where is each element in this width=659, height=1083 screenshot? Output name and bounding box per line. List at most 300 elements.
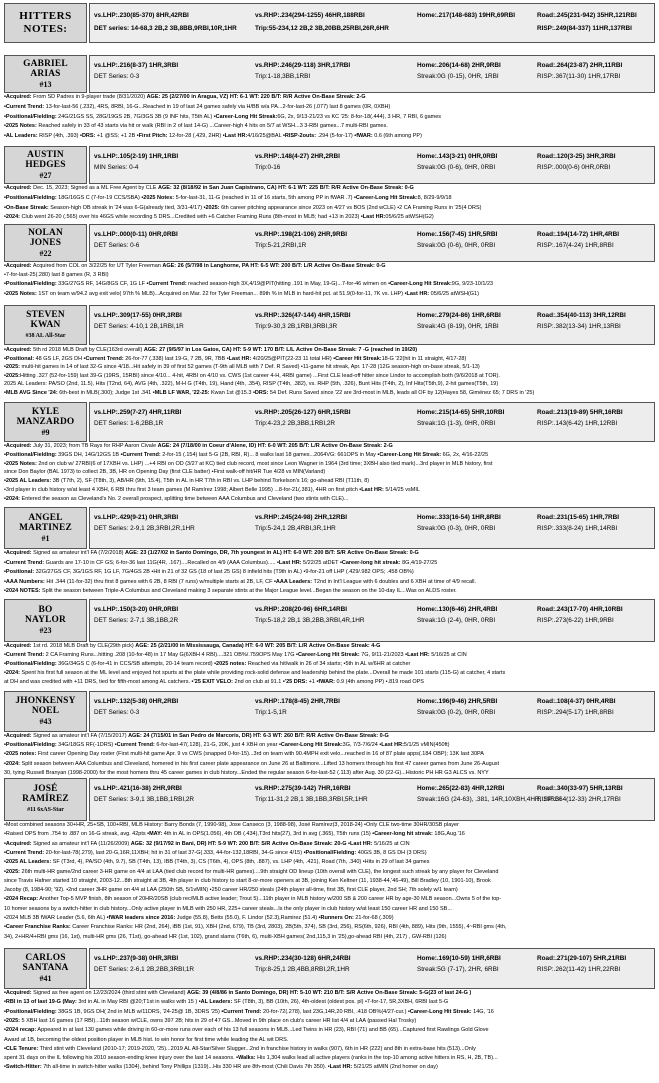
note-key: •Last HR: [348,840,373,847]
note-key: WT: 260 [272,733,294,739]
team-risp: RISP:.249(84-337) 11HR,137RBI [537,25,632,32]
kwan-stat-5: Trip:9-30,3 2B,1RBI,3RBI,3R [255,323,338,330]
note-key: •AAA Leaders: [274,578,313,585]
note-key: HT: 6-0 [283,550,302,556]
note-key: •fWAR leaders since 2016: [106,915,176,921]
naylor-stat-7: RISP:.273(6-22) 1HR,9RBI [537,617,614,624]
note-key: •Current Trend: [146,281,187,288]
manzardo-stat-6: Streak:1G (1-3), 0HR, 0RBI [417,420,496,427]
note-key: Active On-Base Streak: 4-G [308,643,381,649]
note-key: •Positional/Fielding: [4,194,57,201]
hedges-stat-3: Road:.120(3-25) 3HR,3RBI [537,153,616,160]
note-key: •Current Trend: [83,355,124,362]
martinez-stat-2: Home:.333(16-54) 1HR,8RBI [417,514,501,521]
note-key: •2024 recap: [4,1027,37,1034]
note-line-manzardo: •2025 AL Leaders: 3B (T7th, 2), SF (T8th, 3), AB/HR (9th, 15.4), T5th in AL in HR T7th in RBI vs. LHP behind Torkelson's 16; go-ahead RBI (T11th, 8) [4,478,370,485]
note-line-ramirez: •Career Franchise Ranks: Career Franchise Ranks: HR (2nd, 264), iBB (1st, 91), XBH (2nd, 679), TB (3rd, 2803), 2B(5th, 374), SB (3rd, 256), RS(6th, 926), RBI (4th, 889), Hits (9th, 1555), 4~RBI gms (4th, [4,924,507,931]
note-line-martinez: •2024 NOTES: Split the season between Triple-A Columbus and Cleveland making 3 separate stints at the Major League level...Began the season on the 10-day IL...Was on ALDS roster. [4,588,457,595]
note-line-manzardo: since Don Baylor (BAL 1973) to collect 2B, 3B, HR on Opening Day (first CLE batter) •First walk-off hit/HR Tue 4/28 vs MIN(Varland) [4,469,326,476]
ramirez-stat-4: DET Series: 3-9,1 3B,1BB,1RBI,2R [94,796,195,803]
note-key: •Switch-Hitter: [4,1064,42,1071]
note-key: •2025 Notes: [4,123,37,130]
note-line-martinez: •Positional: 32G/27GS CF, 3G/1GS RF, 1G LF, 7G/4GS 2B •Hit in 21 of 32 GS (18 of last 25 GS) 8 infield hits (T9th in AL) •9-for-21 off LHP (.429/.982 OPS; .458 OB%) [4,569,414,576]
note-key: •Acquired: [4,643,32,649]
naylor-stat-5: Trip:5-18,2 2B,1 3B,2BB,3RBI,4R,1HR [255,617,365,624]
kwan-stat-1: vs.RHP:.326(47-144) 4HR,15RBI [255,312,351,319]
hedges-stat-0: vs.LHP:.105(2-19) 1HR,1RBI [94,153,179,160]
note-line-ramirez: •Acquired: Signed as amateur int'l FA (11/26/2009) AGE: 32 (9/17/92 in Bani, DR) HT: 5-9 WT: 200 B/T: S/R Active On-Base Streak: 20-G •Last HR: 5/16/25 at CIN [4,840,410,847]
note-key: •DRS: [80,133,96,140]
player-splits-santana [89,948,655,989]
ramirez-stat-0: vs.LHP:.421(16-38) 2HR,9RBI [94,785,182,792]
note-key: HT: 5-10 [289,990,312,996]
manzardo-stat-4: DET Series: 1-6,2BB,1R [94,420,164,427]
player-name-noel [4,691,87,732]
note-key: •fWAR: [354,133,373,140]
noel-stat-6: Streak:0G (0-2), 0HR, 0RBI [417,709,496,716]
arias-stat-4: DET Series: 0-3 [94,73,140,80]
manzardo-stat-0: vs.LHP:.259(7-27) 4HR,11RBI [94,409,182,416]
note-key: Active On-Base Streak: 0-G [317,733,389,739]
note-key: •RBI in 13 of last 19-G (May: [4,999,77,1006]
note-key: •Last HR: [405,652,430,658]
note-line-naylor: •Positional/Fielding: 36G/34GS C (6-for-41 in CCS/SB attempts, 20-14 team record) •2025 notes: Reached via hit/walk in 26 of 34 starts; •5th in AL w/6HR at catcher [4,661,411,667]
note-key: •Last HR: [226,355,252,362]
note-key: •2024: [4,670,20,676]
note-line-ramirez: •2024 MLB 3B fWAR Leader (5.6, 6th AL) •fWAR leaders since 2016: Judge (55.8), Betts (55.0), F. Lindor (52.3),Ramirez (51.4) •Runners On: 21-for-68 (.309) [4,915,394,921]
note-line-santana: •Positional/Fielding: 38GS 1B, 9GS DH( 2nd in MLB w/11DRS, '24-25@ 1B, 3DRS '25) •Current Trend: 20-for-72(.278), last 23G,14R,20 RBI, .418 OB%(4/27-cur.) •Career-Long Hit Streak: 14G, '16 [4,1008,494,1015]
note-key: B/T: L/R [299,443,320,449]
player-name-jones [4,224,87,262]
note-key: •MAY: [147,831,163,838]
note-line-arias: •2025 Notes: Reached safely in 33 of 43 starts via hit or walk (RBI in 2 of last 14-G) ...Career-high 4 hits on 5/7 at WSH...3 3-RBI games...7 multi-RBI games. [4,123,388,130]
note-key: B/T: S/R [249,840,271,847]
manzardo-stat-5: Trip:4-23,2 2B,3BB,1RBI,2R [255,420,336,427]
kwan-stat-3: Road:.354(40-113) 3HR,12RBI [537,312,626,319]
kwan-stat-2: Home:.279(24-86) 1HR,6RBI [417,312,501,319]
jones-stat-5: Trip:5-21,2RBI,1R [255,242,307,249]
player-name-line: RAMÍREZ [22,794,69,804]
ramirez-stat-3: Road:.340(33-97) 5HR,13RBI [537,785,623,792]
hedges-stat-1: vs.RHP:.148(4-27) 2HR,2RBI [255,153,340,160]
note-line-kwan: •2025:Hitting .327 (52-for-159) last 39-G (19RS, 15RBI) since 4/10... 4-hit, 4RBI on 4/10 vs. CWS (1st career 4-H, 4RBI game) ...First CLE lead-off hitter since Lindor to accomplish both (9/6/2018 at TOR). [4,372,500,379]
note-key: •Last HR: [404,290,430,297]
ramirez-stat-7: RISP:.364(12-33) 2HR,17RBI [537,796,621,803]
player-name-line: HEDGES [25,159,66,170]
noel-stat-5: Trip:1-5,1R [255,709,287,716]
note-key: •'25 DRS: [282,679,308,685]
jones-stat-3: Road:.194(14-72) 1HR,4RBI [537,231,620,238]
arias-stat-7: RISP:.367(11-30) 1HR,17RBI [537,73,621,80]
player-name-manzardo [4,402,87,442]
note-key: •2025: [203,204,220,211]
note-key: WT: 225 [297,185,319,191]
note-key: •Positional/Fielding: [4,742,57,749]
note-line-jones: •7-for-last-25(.280) last 8 games (R, 3 RBI) [4,272,109,279]
kwan-stat-6: Streak:4G (8-19), 0HR, 1RBI [417,323,499,330]
noel-stat-4: DET Series: 0-3 [94,709,140,716]
note-key: •Acquired: [4,94,32,100]
noel-stat-0: vs.LHP:.132(5-38) 0HR,2RBI [94,698,179,705]
note-key: •DRS: [252,390,269,396]
note-key: •2025 notes: [214,661,247,667]
note-key: •Acquired: [4,550,32,556]
note-line-santana: •CLE Tenure: Third stint with Cleveland (2010-17; 2019-2020, '25)...2019 AL All-Star/Silver Slugger...2nd in franchise history in walks (907), 6th in HR (222) and 8th in extra-base hits (513)...Only [4,1045,476,1052]
note-key: AGE: 32 (8/18/92 in San Juan Capistrano, CA) [157,185,279,191]
note-key: •Career-long hit streak: [372,831,433,838]
jones-stat-2: Home:.156(7-45) 1HR,5RBI [417,231,498,238]
note-key: WT: 170 [252,347,274,353]
hedges-stat-6: Streak:0G (0-6), 0HR, 0RBI [417,164,496,171]
note-line-naylor: at DH and was credited with +11 DRS, tied for fifth-most among AL catchers. •'25 EXIT VELO: 2nd on club at 91.1 •'25 DRS: +1 •fWAR: 0.9 (4th among PP) •.819 road OPS [4,679,424,685]
kwan-stat-7: RISP:.382(13-34) 1HR,13RBI [537,323,621,330]
note-key: HT: 6-1 [229,94,248,100]
player-name-line: JOSÉ [33,784,58,794]
note-key: •AL Leaders: [4,133,38,140]
note-key: •fWAR: [316,679,335,685]
player-number: #38 AL All-Star [25,332,66,339]
player-name-line: JONES [29,237,62,248]
note-key: •Last HR: [379,742,404,749]
hedges-stat-2: Home:.143(3-21) 0HR,0RBI [417,153,498,160]
note-key: •AAA Numbers: [4,578,45,585]
player-name-ramirez [4,778,87,821]
note-line-ramirez: since Travis Hafner started 10 straight, 2003-12...8th straight at 3B, 4th player in club history to start 8-or-more openers at 3B, joining Ken Keltner (11, 1938-44,'46-49), Bill Bradley (10, 1901-10), Brook [4,877,491,884]
arias-stat-1: vs.RHP:.246(29-118) 3HR,17RBI [255,62,351,69]
noel-stat-1: vs.RHP:.178(8-45) 2HR,7RBI [255,698,340,705]
player-name-line: JHONKENSY [15,696,76,706]
note-key: HT: 5-9 [233,347,252,353]
note-line-noel: •2024: Split season between AAA Columbus and Cleveland, homered in his first career plate appearance on June 26 at Baltimore...Lifted 13 homers through his first 47 career games from June 26-August [4,760,500,767]
note-key: •Positional/Fielding: [4,451,57,458]
player-number: #1 [41,533,50,543]
player-splits-manzardo [89,402,655,442]
naylor-stat-0: vs.LHP:.150(3-20) 0HR,0RBI [94,606,179,613]
note-key: •Last HR: [359,487,384,493]
note-line-ramirez: •2024 Recap: Another Top-5 MVP finish, 8th season of 20HR/20SB (club rec/MLB active leader; Trout 5)...11th player in MLB history w/200 SB & 200 career HR by age-30 MLB season...Owns 5 of the top- [4,896,502,903]
note-key: AGE: 24 (7/15/01 in San Pedro de Marcoris, DR) [128,733,254,739]
note-key: WT: 200 [227,840,249,847]
note-line-jones: •2025 Notes: 1ST on team w/94.2 avg exit velo( 97th % MLB)...Acquired on Mar. 22 for Tyler Freeman... 89th % in MLB in hard-hit pct. at 51.9(0-for-11, 7K vs. LHP) •Last HR: 05/6/25 atWSH(G1) [4,290,479,297]
note-line-manzardo: •2025 Notes: 2nd on club w/ 27RBI(6 of 17XBH vs. LHP) ...+4 RBI on OD (3/27 at KC) tied club record, most since Leon Wagner in 1964 (3rd time; 3XBH also tied mark)...3rd player in MLB history, first [4,460,493,467]
note-key: •Walks: [236,1055,256,1062]
note-line-hedges: •Acquired: Dec. 15, 2023; Signed as a ML Free Agent by CLE AGE: 32 (8/18/92 in San Juan Capistrano, CA) HT: 6-1 WT: 225 B/T: R/R Active On-Base Streak: 0-G [4,185,414,191]
note-key: B/T: L/L [274,347,295,353]
hedges-stat-5: Trip:0-16 [255,164,281,171]
manzardo-stat-7: RISP:.143(6-42) 1HR,12RBI [537,420,618,427]
note-key: •2024 NOTES: [4,588,41,595]
note-line-kwan: •Positional: 48 GS LF, 2GS DH •Current Trend: 26-for-77 (.338) last 19-G, 7 2B, 9R, 7BB •Last HR: 4/20/25@PIT(22-23 11 total HR) •Career Hit Streak:18-G '22(hit in 11 straight, 4/17-28) [4,355,467,362]
note-key: AGE: 39 (4/8/86 in Santo Domingo, DR) [186,990,290,996]
note-line-santana: •Acquired: Signed as free agent on 12/23/2024 (third stint with Cleveland) AGE: 39 (4/8/86 in Santo Domingo, DR) HT: 5-10 WT: 210 B/T: S/R Active On-Base Streak: 5-G(23 of last 24-G ) [4,990,472,996]
note-key: •2024 Recap: [4,896,39,903]
arias-stat-0: vs.LHP:.216(8-37) 1HR,3RBI [94,62,179,69]
note-key: •2025: [4,868,20,875]
martinez-stat-5: Trip:5-24,1 2B,4RBI,3R,1HR [255,525,336,532]
manzardo-stat-3: Road:.213(19-89) 5HR,16RBI [537,409,623,416]
notes-title: HITTERS NOTES: [4,3,87,43]
note-key: •2025: [4,1017,20,1024]
note-key: •Last HR: [222,133,248,140]
player-name-naylor [4,599,87,642]
jones-stat-0: vs.LHP:.000(0-11) 0HR,0RBI [94,231,178,238]
player-number: #23 [39,626,52,635]
note-key: •Career-Long Hit Streak: [377,451,442,458]
note-line-santana: Award at 1B, becoming the oldest position player in MLB hist. to win honor for first time while leading the AL wit DRS. [4,1036,289,1043]
note-key: AGE: 24 (7/18/00 in Coeur d'Alene, ID) [157,443,258,449]
note-line-naylor: •2024: Spent his first full season at the ML level and enjoyed hot spurts at the plate while providing rock-solid defense and leadership behind the plate...Overall he made 101 starts (115-G) at catcher, 4 starts [4,670,506,676]
player-name-line: NOLAN [28,227,63,238]
team-road: Road:.245(231-942) 35HR,121RBI [537,12,637,19]
note-line-manzardo: •3rd player in club history w/at least 4 XBH, 6 RBI thru first 3 team games (M Ramírez 1998; Albert Belle 1995) ...8-for-21(.381), 4HR on first pitch •Last HR: 5/14/25 vsMIL [4,487,420,493]
note-key: AGE: 32 (9/17/92 in Bani, DR) [130,840,209,847]
kwan-stat-4: DET Series: 4-10,1 2B,1RBI,1R [94,323,184,330]
santana-stat-5: Trip:8-25,1 2B,4BB,8RBI,2R,1HR [255,966,350,973]
santana-stat-4: DET Series: 2-6,1 2B,2BB,3RBI,1R [94,966,195,973]
note-line-ramirez: •Raised OPS from .754 to .887 on 16-G streak, avg. 42pts •MAY: 4th in AL in OPS(1.056), 4th OB (.434),T3rd hits(27), 3rd in avg (.365), T5th runs (15) •Career-long hit streak: 18G,Aug.'16 [4,831,465,838]
note-key: •2025 Notes: [141,194,175,201]
note-line-martinez: •Acquired: Signed as amateur int'l FA (7/2/2018) AGE: 23 (1/27/02 in Santo Domingo, DR, 7th youngest in AL) HT: 6-0 WT: 200 B/T: S/R Active On-Base Streak: 0-G [4,550,419,556]
note-key: •Last HR: [327,1064,353,1071]
player-name-line: CARLOS [25,953,66,963]
note-key: •2025 Notes: [4,460,37,467]
note-key: •Career-Long Hit Streak: [388,281,452,288]
team-vs-lhp: vs.LHP:.230(85-370) 8HR,42RBI [94,12,189,19]
jones-stat-7: RISP:.167(4-24) 1HR,8RBI [537,242,614,249]
player-splits-ramirez [89,778,655,821]
hitters-notes-sheet [4,3,655,1077]
kwan-stat-0: vs.LHP:.309(17-55) 0HR,3RBI [94,312,182,319]
note-line-noel: •2025 notes: First career Opening Day roster (First multi-hit game Apr. 9 vs CWS (snapped 0-for-15)...3rd on team with 90.4MPH exit velo...reached in 16 of 87 plate apps(.184 OBP); 13K last 30PA [4,751,484,758]
manzardo-stat-2: Home:.215(14-65) 5HR,10RBI [417,409,505,416]
player-name-line: SANTANA [22,963,69,973]
note-key: B/T: L/R [291,263,313,269]
note-key: •2025 AL Leaders: [4,478,52,485]
team-vs-rhp: vs.RHP:.234(294-1255) 46HR,188RBI [255,12,365,19]
note-line-martinez: •AAA Numbers: Hit .344 (11-for-32) thru first 8 games with 6 2B, 8 RBI (7 runs) w/multiple starts at 2B, LF, CF •AAA Leaders: T2nd in Int'l League with 6 doubles and 6 XBH at time of 4/9 recall. [4,578,477,585]
note-key: AGE: 25 (2/21/00 in Mississauga, Canada) [135,643,246,649]
arias-stat-3: Road:.264(23-87) 2HR,11RBI [537,62,623,69]
player-number: #27 [39,170,52,180]
martinez-stat-4: DET Series: 2-9,1 2B,3RBI,2R,1HR [94,525,195,532]
jones-stat-1: vs.RHP:.198(21-106) 2HR,9RBI [255,231,347,238]
note-line-kwan: •Acquired: 5th rd 2018 MLB Draft by CLE(163rd overall) AGE: 27 (9/5/97 in Los Gatos, CA) HT: 5-9 WT: 170 B/T: L/L Active On-Base Streak: 7 -G (reached in 19/20) [4,347,418,353]
hedges-stat-4: MIN Series: 0-4 [94,164,139,171]
note-key: AGE: 26 (5/7/98 in Langhorne, PA [162,263,251,269]
team-det: DET series: 14-68,3 2B,2 3B,8BB,9RBI,10R,1HR [94,25,237,32]
note-key: •Positional: [4,355,35,362]
player-name-hedges [4,146,87,184]
note-key: •2024: [4,214,20,221]
naylor-stat-3: Road:.243(17-70) 4HR,10RBI [537,606,623,613]
note-key: •On-Base Streak: [4,204,49,211]
note-key: •Positional: [4,569,35,576]
note-key: •Career-Long Hit Streak: [354,194,418,201]
note-key: •Last HR: [276,559,302,566]
note-key: Active On-Base Streak: 2-G [294,94,366,100]
santana-stat-1: vs.RHP:.234(30-128) 6HR,24RBI [255,955,351,962]
note-key: WT: 205 [277,443,298,449]
player-name-line: KYLE [31,406,60,417]
note-key: •Current Trend: [114,742,155,749]
note-line-kwan: •MLB AVG Since '24: 6th-best in MLB(.300); Judge 1st .341 •MLB LF WAR, '22-25: Kwan 1st @15.3 •DRS: 54 Def. Runs Saved since '22 are 3rd-most in MLB, leads all OF by 12(Hayes 58, Giménez 65; 7 DRS in '25) [4,390,535,396]
ramirez-stat-6: Streak:16G (24-63), .381, 14R,10XBH,4HR, 10RBI [417,796,561,803]
note-key: WT: 210 [312,990,334,996]
note-line-noel: 30, tying Russell Branyan (1998-2000) for the most homers thru 45 career games in club history...Ended the regular season 6-for-last-52 (.113) after Aug. 30 (22-G)...Historic PH HR G3 ALCS vs. NYY [4,769,489,776]
santana-stat-6: Streak:5G (7-17), 2HR, 6RBI [417,966,499,973]
note-line-arias: •AL Leaders: RISP (4th, .393) •DRS: +1 @SS; +1 2B •First Pitch: 12-for-28 (.429, 2HR) •Last HR:4/16/25@BAL •RISP-2outs: .294 (5-for-17) •fWAR: 0.6 (6th among PP) [4,133,422,140]
note-line-ramirez: •2025: 26th multi-HR game/2nd career 3-HR game on 4/4 at LAA (tied club record for multi-HR games)....9th straight OD lineup (10th overall with CLE), the longest such streak by any player for Cleveland [4,868,499,875]
note-key: Active On-Base Streak: 0-G [347,550,419,556]
note-line-santana: •2024 recap: Appeared in at last 130 games while driving in 60-or-more runs over each of his 13 full seasons in MLB...Led Twins in HR (23), RBI (71) and BB (65)...Captured first Rawlings Gold Glove [4,1027,489,1034]
player-name-line: GABRIEL [23,58,68,69]
arias-stat-5: Trip:1-18,3BB,1RBI [255,73,311,80]
note-key: •Acquired: [4,185,32,191]
team-home: Home:.217(148-683) 19HR,69RBI [417,12,516,19]
note-key: •Positional/Fielding: [4,113,57,120]
note-key: WT: 200 [302,550,324,556]
santana-stat-3: Road:.271(29-107) 5HR,21RBI [537,955,627,962]
player-name-line: BO [38,605,53,615]
note-line-arias: •Acquired: From SD Padres in 9-player trade (8/31/2020) AGE: 25 (2/27/00 in Aragua, VZ) HT: 6-1 WT: 220 B/T: R/R Active On-Base Streak: 2-G [4,94,366,100]
ramirez-stat-1: vs.RHP:.275(39-142) 7HR,16RBI [255,785,351,792]
note-key: •Career-long hit streak: [339,559,401,566]
note-line-ramirez: Jacoby (8, 1984-90; '92). •2nd career 3HR game on 4/4 at LAA (250th SB, 5/1vMIN) •250 career HR/250 steals (24th player all-time, first 3B, first CLE player, 2nd SH; 7th solely w/1 team) [4,887,458,894]
note-key: B/T: S/R [324,550,346,556]
naylor-stat-1: vs.RHP:.208(20-96) 6HR,14RBI [255,606,347,613]
note-key: •Positional/Fielding: [4,661,57,667]
note-key: HT: 6-0 [245,643,264,649]
note-key: Active On-Base Streak: 0-G [313,263,386,269]
note-key: •Positional/Fielding: [4,281,57,288]
player-name-santana [4,948,87,989]
note-line-santana: •Switch-Hitter: 7th all-time in switch-hitter walks (1304), behind Tony Phillips (1319)...His 330 HR are 8th-most (Chili Davis 7th 350). •Last HR: 5/21/25 atMIN (2nd homer on day) [4,1064,438,1071]
note-key: •2024: [4,760,20,767]
note-key: •Career Franchise Ranks: [4,924,71,931]
martinez-stat-6: Streak:0G (0-3), 0HR, 0RBI [417,525,496,532]
note-key: Active On-Base Streak: 0-G [342,185,414,191]
note-key: WT: 200 [269,263,291,269]
note-key: •RISP-2outs: [282,133,317,140]
santana-stat-0: vs.LHP:.237(9-38) 0HR,3RBI [94,955,179,962]
note-key: •Positional/Fielding: [303,849,357,856]
note-key: •Current Trend: [4,559,45,566]
santana-stat-7: RISP:.262(11-42) 1HR,22RBI [537,966,621,973]
note-line-ramirez: 34), 2+HR/4+RBI gms (16, 1st), multi-HR gms (26, T1st), go-ahead HR (1st, 102), grand slams (T6th, 6), multi-XBH games( 2nd,115,3 in '25),go-ahead RBI (4th, 217) , GW-RBI (126) [4,933,447,940]
naylor-stat-6: Streak:1G (2-4), 0HR, 0RBI [417,617,496,624]
note-key: •Acquired: [4,840,32,847]
note-key: •Career-Long Hit Streak: [407,1008,472,1015]
noel-stat-3: Road:.108(4-37) 0HR,4RBI [537,698,616,705]
note-key: •Current Trend: [4,652,45,658]
note-key: Active On-Base Streak: 20-G [271,840,349,847]
note-line-arias: •Positional/Fielding: 24G/21GS SS, 28G/19GS 2B, 7G/3GS 3B (9 INF hits, T5th AL) •Career-Long Hit Streak:6G, 2x, 9/13-21/23 vs KC '25: 8-for-18(.444), 3 HR, 7 RBI, 6 games [4,113,442,120]
note-key: HT: 5-9 [208,840,227,847]
noel-stat-2: Home:.196(9-46) 2HR,5RBI [417,698,498,705]
player-splits-kwan [89,305,655,345]
note-line-ramirez: •2025 AL Leaders: SF (T3rd, 4), PA/SO (4th, 9.7), SB (T4th, 13), IBB (T4th, 3), CS (T6th, 4), OPS (8th, .887), vs. LHP (4th, .421), Road (7th, .340) •Hits in 29 of last 34 games [4,859,430,866]
note-line-jones: •Positional/Fielding: 33G/27GS RF, 14G/8GS CF, 1G LF •Current Trend: reached season-high 3X,4/19@PIT(hitting .191 in May, 19-G)...7-for-46 w/men on •Career-Long Hit Streak:9G, 9/23-10/1/23 [4,281,494,288]
note-key: •2025 Notes: [4,290,37,297]
note-key: WT: 220 [249,94,270,100]
martinez-stat-7: RISP:.333(8-24) 1HR,14RBI [537,525,618,532]
note-key: •2024: [4,495,20,502]
note-line-ramirez: •Most combined seasons 30+HR, 25+SB, 100+RBI, MLB History: Barry Bonds (7, 1990-98), Jose Canseco (3, 1988-98), José Ramírez(3, 2018-24) •Only CLE two-time 30HR/30SB player [4,822,459,828]
ramirez-stat-5: Trip:11-31,2 2B,1 3B,1BB,3RBI,5R,1HR [255,796,368,803]
note-key: •Current Trend: [221,1008,262,1015]
player-name-martinez [4,507,87,549]
player-name-line: AUSTIN [27,149,64,160]
naylor-stat-2: Home:.130(6-46) 2HR,4RBI [417,606,498,613]
note-key: B/T: R/R [294,733,316,739]
note-key: HT: 6-1 [278,185,297,191]
arias-stat-6: Streak:0G (0-15), 0HR, 1RBI [417,73,499,80]
note-key: •Career-Long Hit Streak: [213,113,278,120]
player-number: #9 [41,427,50,437]
player-name-line: MANZARDO [16,416,75,427]
player-splits-naylor [89,599,655,642]
note-key: •AL Leaders: [198,999,233,1006]
note-line-ramirez: 10 homer seasons by a switch-hitter in club history...Only active player in MLB with 250 HR, 225+ career steals...Is the only player in club history w/at least 150 career HR and 150 SB... [4,905,452,912]
player-splits-jones [89,224,655,262]
player-name-arias [4,55,87,93]
note-key: •Current Trend: [120,451,161,458]
player-number: #11 6xAS-Star [27,807,64,813]
note-line-santana: •2025: 5 XBH last 16 games (17 RBI)...11th season w/CLE, owns 397 2B; hits in 29 of 47 GS...Moved in 9th place on club's career HR list 4/4 at LAA (passed Hal Trosky) [4,1017,417,1024]
note-line-hedges: •2024: Club went 26-20 (.565) over his 46GS while recording 5 DRS...Credited with +6 Catcher Framing Runs (8th-most in MLB; had +13 in 2023) •Last HR:05/6/25 atWSH(G2) [4,214,434,221]
note-key: HT: 6-0 [257,443,276,449]
note-key: •Acquired: [4,263,32,269]
team-trip: Trip:55-234,12 2B,2 3B,20BB,25RBI,26R,6HR [255,25,389,32]
noel-stat-7: RISP:.294(5-17) 1HR,8RBI [537,709,614,716]
note-key: B/T: R/R [319,185,341,191]
jones-stat-4: DET Series: 0-6 [94,242,140,249]
hedges-stat-7: RISP:.000(0-6) 0HR,0RBI [537,164,611,171]
note-key: •'25 EXIT VELO: [191,679,233,685]
martinez-stat-1: vs.RHP:.245(24-98) 2HR,12RBI [255,514,347,521]
note-key: AGE: 23 (1/27/02 in Santo Domingo, DR, 7th youngest in AL) [125,550,284,556]
note-key: •2025: [4,372,20,379]
note-line-manzardo: •2024: Entered the season as Cleveland's No. 2 overall prospect, splitting time between AAA Columbus and Cleveland (two stints with CLE)... [4,495,349,502]
note-key: AGE: 25 (2/27/00 in Aragua, VZ) [146,94,230,100]
note-key: •Career-Long Hit Streak: [296,652,360,658]
player-name-line: NAYLOR [25,615,66,625]
player-splits-noel [89,691,655,732]
note-line-naylor: •Current Trend: 2 CA Framing Runs...hitting .208 (10-for-48) in 17 May G(6XBH 4 RBI)....321 OB%/.759OPS May 17G •Career-Long Hit Streak: 7G, 9/11-21/2023 •Last HR: 5/16/25 at CIN [4,652,467,658]
note-key: •Positional/Fielding: [4,1008,57,1015]
martinez-stat-0: vs.LHP:.429(9-21) 0HR,3RBI [94,514,179,521]
player-name-line: ANGEL [28,512,63,523]
note-key: •Acquired: [4,443,32,449]
note-line-arias: •Current Trend: 13-for-last-56 (.232), 4RS, 8RBI, 16-G...Reached in 19 of last 24 games safely via H/BB w/a PA...2-for-last-26 (.077) last 8 games (0R, 0XBH) [4,103,391,110]
note-line-hedges: •Positional/Fielding: 18G/16GS C (7-for-19 CCS/SBA) •2025 Notes: 5-for-last-31, 11-G (reached in 11 of 16 starts, 5th among PP in fWAR .7) •Career-Long Hit Streak:8, 8/29-9/9/18 [4,194,452,201]
note-key: •CLE Tenure: [4,1045,39,1052]
note-key: •Career-Long Hit Streak: [278,742,343,749]
note-line-kwan: 2025 AL Leaders: PA/SO (2nd, 11.5), Hits (T2nd, 64), AVG (4th, .322), M-H G (T4th, 19), Hand (4th, .354), RISP (T4th, .382), vs. RHP (5th, .326), Bunt Hits (T4th, 2), Inf Hits(T5th,9), 2-hit games(T5th, 19) [4,381,499,388]
note-key: AGE: 27 (9/5/97 in Los Gatos, CA) [143,347,234,353]
note-line-manzardo: •Acquired: July 31, 2023; from TB Rays for RHP Aaron Civale AGE: 24 (7/18/00 in Coeur d'Alene, ID) HT: 6-0 WT: 205 B/T: L/R Active On-Base Streak: 2-G [4,443,393,449]
player-number: #43 [39,717,52,726]
player-name-kwan [4,305,87,345]
player-splits-arias [89,55,655,93]
note-key: •Acquired: [4,347,32,353]
note-key: •2025: [4,364,20,371]
note-key: •Current Trend: [4,103,45,110]
player-splits-hedges [89,146,655,184]
note-line-noel: •Acquired: Signed as amateur int'l FA (7/15/2017) AGE: 24 (7/15/01 in San Pedro de Marcoris, DR) HT: 6-3 WT: 260 B/T: R/R Active On-Base Streak: 0-G [4,733,389,739]
note-line-santana: •RBI in 13 of last 19-G (May: 3rd in AL in May RBI @20;T1st in walks with 15 ) •AL Leaders: SF (T8th, 3), BB (10th, 26), 4th-oldest (oldest pos. pl) •7-for-17, 5R,3XBH, 6RBI last 5-G [4,999,449,1006]
note-key: •Acquired: [4,733,32,739]
